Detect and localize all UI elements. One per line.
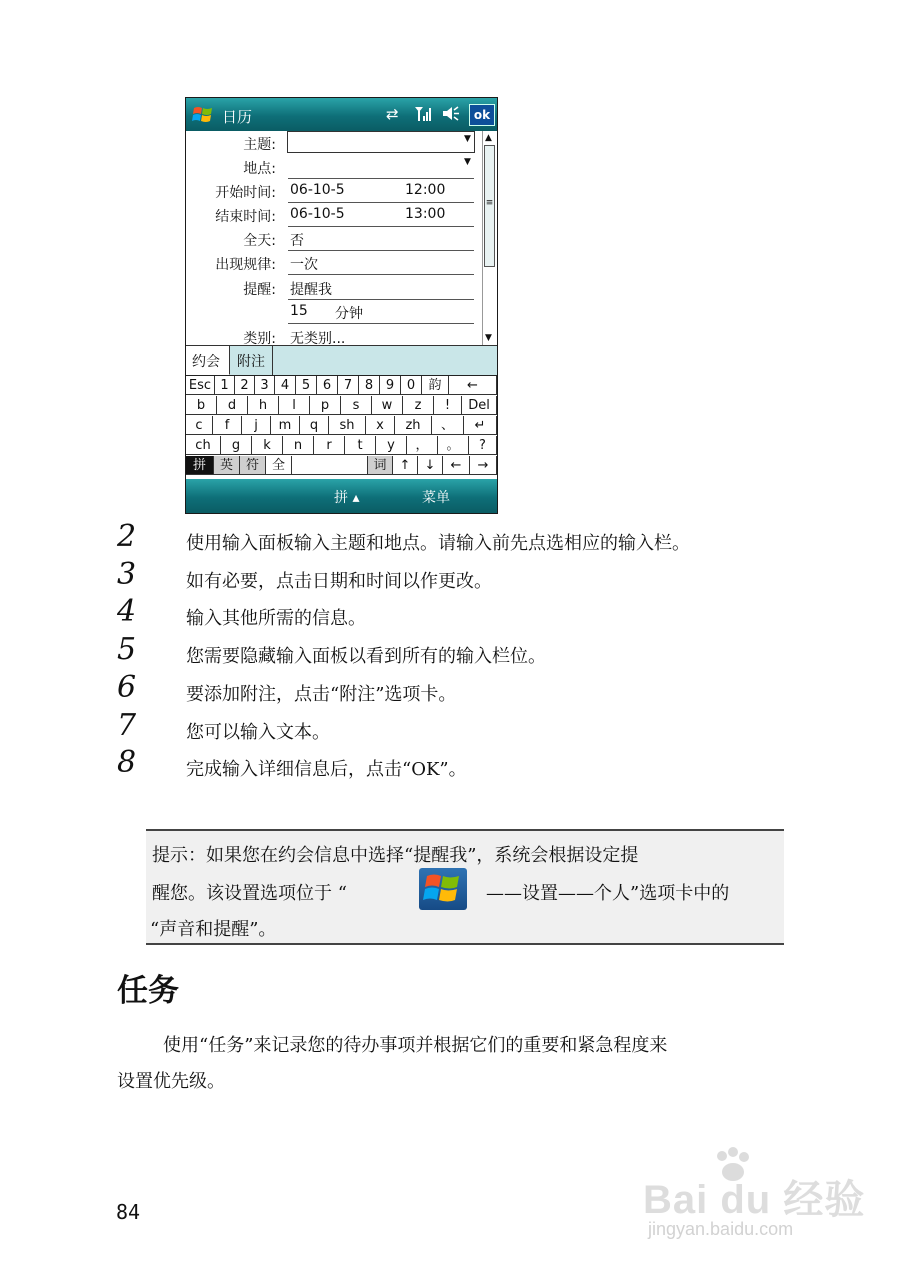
key[interactable]: g	[221, 436, 252, 455]
key[interactable]: 2	[235, 376, 255, 395]
reminder-unit-field[interactable]: 分钟	[335, 306, 363, 322]
step-number: 6	[117, 670, 137, 705]
fullwidth-key[interactable]: 全	[266, 456, 292, 475]
tip-box	[146, 829, 784, 945]
key[interactable]: h	[248, 396, 279, 415]
reminder-label: 提醒:	[243, 282, 276, 298]
key[interactable]: ?	[469, 436, 497, 455]
step-text: 如有必要，点击日期和时间以作更改。	[186, 571, 492, 592]
tip-line: 醒您。该设置选项位于 “	[152, 883, 347, 904]
paragraph-line: 使用“任务”来记录您的待办事项并根据它们的重要和紧急程度来	[163, 1035, 668, 1056]
step-text: 完成输入详细信息后，点击“OK”。	[186, 759, 467, 780]
key[interactable]: ，	[407, 436, 438, 455]
key[interactable]: w	[372, 396, 403, 415]
key-esc[interactable]: Esc	[186, 376, 215, 395]
input-method-softkey[interactable]: 拼 ▴	[334, 490, 360, 506]
tip-line: ——设置——个人”选项卡中的	[486, 883, 730, 904]
appointment-form	[186, 131, 482, 345]
key[interactable]: s	[341, 396, 372, 415]
windows-start-icon[interactable]	[192, 104, 214, 126]
key[interactable]: l	[279, 396, 310, 415]
key[interactable]: n	[283, 436, 314, 455]
watermark-url: jingyan.baidu.com	[648, 1219, 794, 1239]
english-mode-key[interactable]: 英	[214, 456, 240, 475]
key[interactable]: p	[310, 396, 341, 415]
reminder-time-underline	[288, 323, 474, 324]
step-text: 您需要隐藏输入面板以看到所有的输入栏位。	[186, 646, 546, 667]
key[interactable]: d	[217, 396, 248, 415]
menu-softkey[interactable]: 菜单	[422, 490, 450, 506]
location-label: 地点:	[243, 161, 276, 177]
allday-field[interactable]: 否	[290, 233, 304, 249]
scroll-down-icon[interactable]: ▼	[485, 333, 492, 343]
key[interactable]: 7	[338, 376, 359, 395]
end-label: 结束时间:	[215, 209, 276, 225]
reminder-amount-field[interactable]: 15	[290, 303, 308, 319]
key[interactable]: c	[186, 416, 213, 435]
key[interactable]: q	[300, 416, 329, 435]
key[interactable]: 0	[401, 376, 422, 395]
windows-start-icon	[419, 868, 467, 910]
ok-button[interactable]: ok	[469, 104, 495, 126]
key[interactable]: 1	[215, 376, 235, 395]
key[interactable]: k	[252, 436, 283, 455]
sync-icon[interactable]: ⇄	[386, 105, 399, 123]
step-text: 输入其他所需的信息。	[186, 608, 366, 629]
step-number: 4	[117, 594, 137, 629]
tip-line: 提示：如果您在约会信息中选择“提醒我”，系统会根据设定提	[152, 845, 639, 866]
step-number: 8	[117, 745, 137, 780]
step-number: 7	[117, 708, 137, 743]
chevron-down-icon[interactable]: ▼	[464, 134, 471, 144]
key[interactable]: ch	[186, 436, 221, 455]
category-label: 类别:	[243, 331, 276, 345]
arrow-up-key[interactable]: ↑	[393, 456, 418, 475]
step-number: 3	[117, 557, 137, 592]
symbol-mode-key[interactable]: 符	[240, 456, 266, 475]
volume-icon[interactable]	[441, 105, 461, 126]
key[interactable]: t	[345, 436, 376, 455]
form-scrollbar[interactable]	[482, 131, 497, 345]
watermark-brand: Bai du 经验	[643, 1178, 866, 1222]
key[interactable]: j	[242, 416, 271, 435]
end-date-field[interactable]: 06-10-5	[290, 206, 345, 222]
key[interactable]: 8	[359, 376, 380, 395]
delete-key[interactable]: Del	[462, 396, 497, 415]
softkey-bar	[186, 479, 497, 513]
start-row	[186, 179, 482, 203]
title-bar	[186, 98, 497, 131]
pda-screenshot	[185, 97, 498, 514]
reminder-field[interactable]: 提醒我	[290, 282, 332, 298]
key[interactable]: y	[376, 436, 407, 455]
subject-row	[186, 131, 482, 155]
key[interactable]: r	[314, 436, 345, 455]
app-title: 日历	[222, 108, 253, 126]
step-text: 要添加附注，点击“附注”选项卡。	[186, 684, 457, 705]
end-row	[186, 203, 482, 227]
page-number: 84	[116, 1200, 141, 1224]
category-row	[186, 325, 482, 345]
start-time-field[interactable]: 12:00	[405, 182, 446, 198]
tab-notes[interactable]: 附注	[231, 346, 273, 375]
arrow-right-key[interactable]: →	[470, 456, 497, 475]
start-label: 开始时间:	[215, 185, 276, 201]
reminder-row	[186, 276, 482, 300]
reminder-time-row	[186, 300, 482, 324]
key[interactable]: b	[186, 396, 217, 415]
end-time-field[interactable]: 13:00	[405, 206, 446, 222]
section-heading: 任务	[117, 973, 179, 1009]
key[interactable]: 3	[255, 376, 275, 395]
recurrence-label: 出现规律:	[215, 257, 276, 273]
key[interactable]: 4	[275, 376, 296, 395]
allday-row	[186, 227, 482, 251]
scroll-thumb[interactable]: ≡	[484, 145, 495, 267]
key[interactable]: x	[366, 416, 395, 435]
key[interactable]: 。	[438, 436, 469, 455]
step-text: 使用输入面板输入主题和地点。请输入前先点选相应的输入栏。	[186, 533, 690, 554]
key[interactable]: f	[213, 416, 242, 435]
key[interactable]: 9	[380, 376, 401, 395]
recurrence-field[interactable]: 一次	[290, 257, 318, 273]
key[interactable]: zh	[395, 416, 432, 435]
key[interactable]: sh	[329, 416, 366, 435]
paragraph-line: 设置优先级。	[117, 1071, 225, 1092]
key[interactable]: 、	[432, 416, 464, 435]
start-date-field[interactable]: 06-10-5	[290, 182, 345, 198]
key[interactable]: m	[271, 416, 300, 435]
arrow-down-key[interactable]: ↓	[418, 456, 443, 475]
tab-appointment[interactable]: 约会	[186, 346, 230, 375]
input-panel-keyboard	[186, 375, 497, 480]
key[interactable]: 5	[296, 376, 317, 395]
signal-icon[interactable]	[414, 105, 432, 126]
key[interactable]: !	[434, 396, 462, 415]
scroll-up-icon[interactable]: ▲	[485, 133, 492, 143]
chevron-down-icon[interactable]: ▼	[464, 157, 471, 167]
recurrence-row	[186, 251, 482, 275]
subject-label: 主题:	[243, 137, 276, 153]
arrow-left-key[interactable]: ←	[443, 456, 470, 475]
allday-label: 全天:	[243, 233, 276, 249]
step-text: 您可以输入文本。	[186, 722, 330, 743]
subject-field[interactable]	[287, 131, 475, 153]
recurrence-underline	[288, 274, 474, 275]
step-number: 2	[117, 519, 137, 554]
tab-bar	[186, 345, 497, 376]
pinyin-mode-key[interactable]: 拼	[186, 456, 214, 475]
phrase-key[interactable]: 词	[368, 456, 393, 475]
step-number: 5	[117, 632, 137, 667]
key[interactable]: z	[403, 396, 434, 415]
enter-key[interactable]: ↵	[464, 416, 497, 435]
location-row	[186, 155, 482, 179]
backspace-key[interactable]: ←	[449, 376, 497, 395]
category-field[interactable]: 无类别...	[290, 331, 346, 345]
tip-line: “声音和提醒”。	[150, 919, 277, 940]
key[interactable]: 韵	[422, 376, 449, 395]
space-key[interactable]	[292, 456, 368, 475]
key[interactable]: 6	[317, 376, 338, 395]
